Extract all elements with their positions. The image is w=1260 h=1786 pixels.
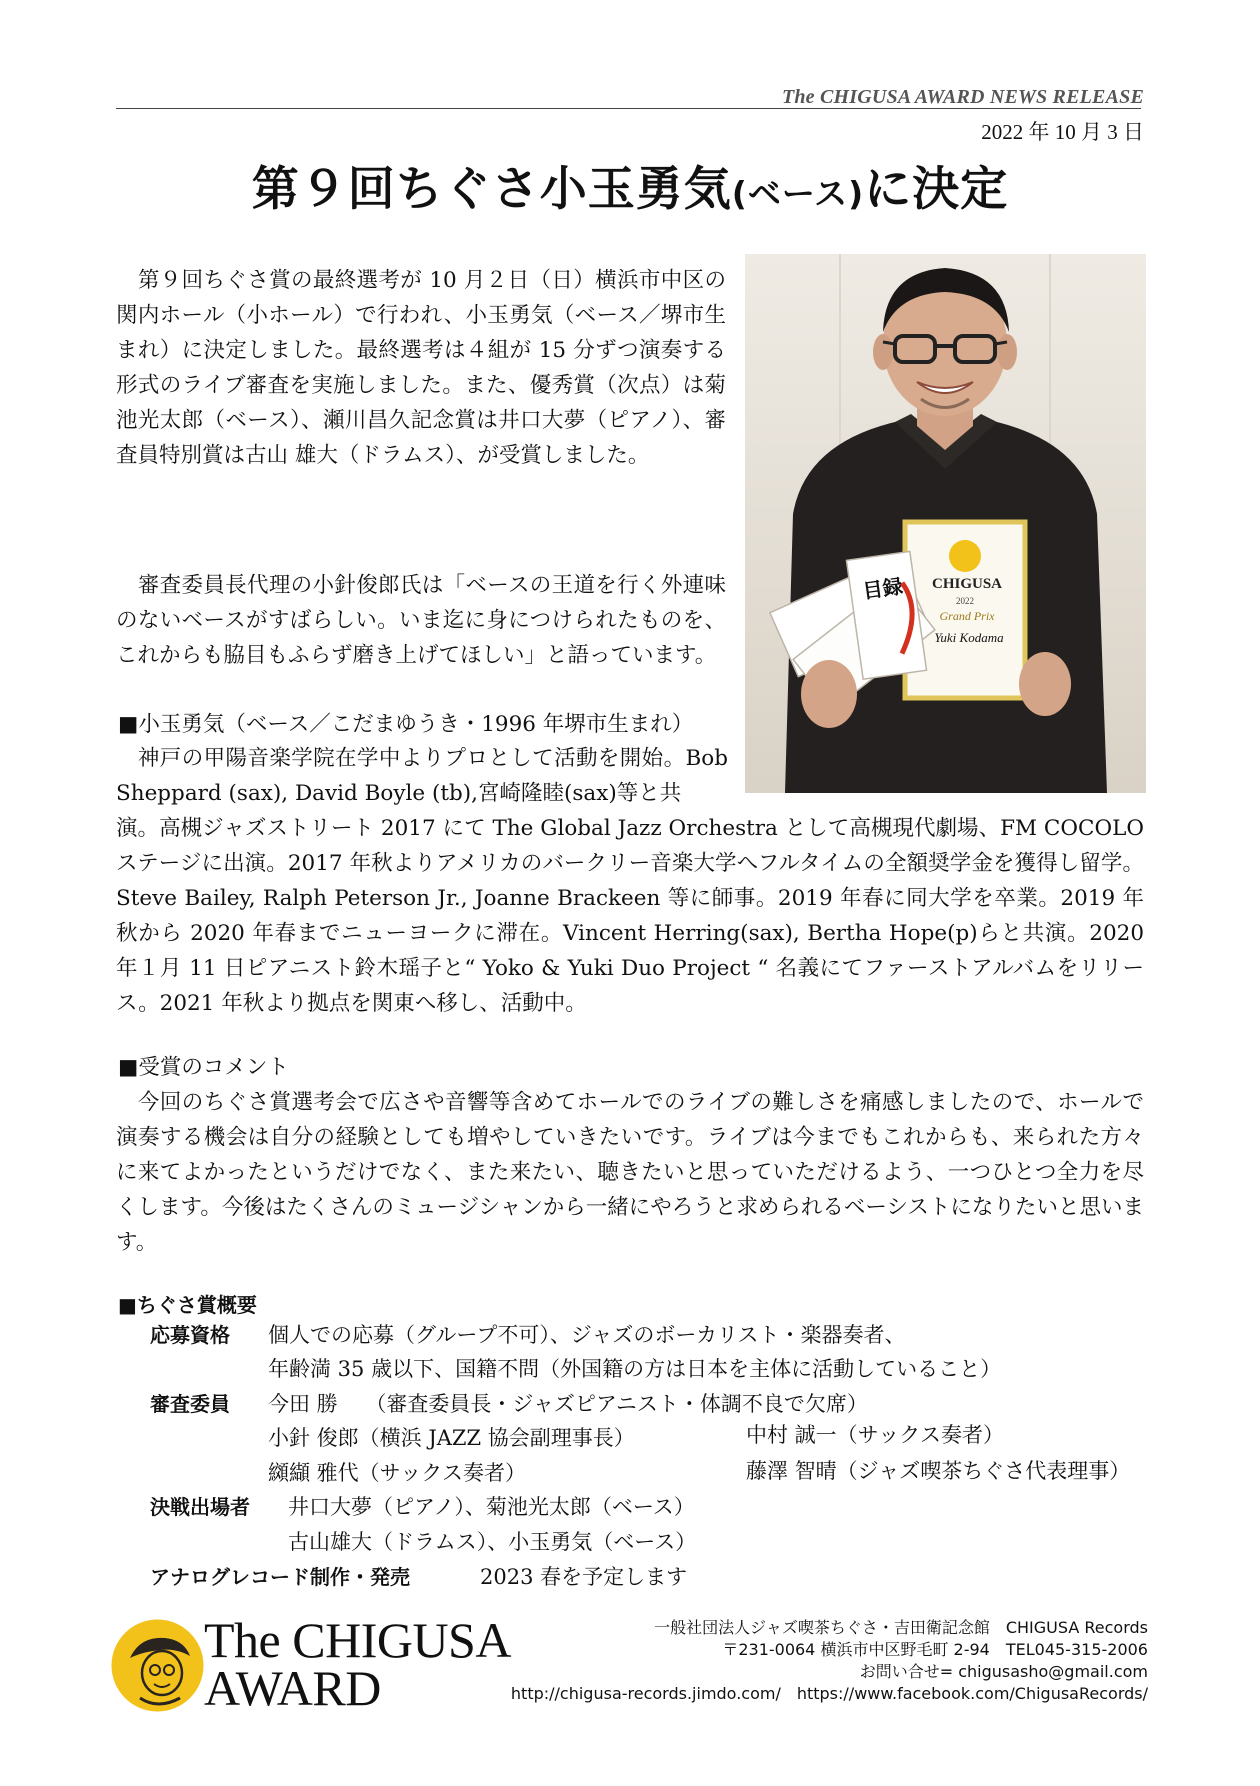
judge-3: 中村 誠一（サックス奏者） <box>746 1423 1005 1447</box>
news-release-label: The CHIGUSA AWARD NEWS RELEASE <box>781 86 1144 108</box>
winner-photo <box>745 254 1146 793</box>
chigusa-logo-icon <box>110 1618 205 1713</box>
certificate-name: Yuki Kodama <box>934 630 1004 645</box>
judge-5: 藤澤 智晴（ジャズ喫茶ちぐさ代表理事） <box>746 1459 1131 1483</box>
judge-4: 纐纈 雅代（サックス奏者） <box>268 1461 527 1485</box>
finalists-line-1: 井口大夢（ピアノ）、菊池光太郎（ベース） <box>288 1495 695 1519</box>
title-tail: に決定 <box>864 162 1009 217</box>
finalists-line-2: 古山雄大（ドラムス）、小玉勇気（ベース） <box>288 1530 697 1554</box>
profile-heading: ■小玉勇気（ベース／こだまゆうき・1996 年堺市生まれ） <box>118 712 694 737</box>
profile-text-wide: 演。高槻ジャズストリート 2017 にて The Global Jazz Orchestra として高槻現代劇場、FM COCOLO ステージに出演。2017 年秋よりアメリカのバークリー音楽大学へフルタイムの全額奨学金を獲得し留学。Steve Bailey, Ralph Peterson Jr., Joanne Brackeen 等に師事。2019 年春に同大学を卒業。2019 年秋から 2020 年春までニューヨークに滞在。Vincent Herring(sax), Bertha Hope(p)らと共演。2020 年１月 11 日ピアニスト鈴木瑶子と“ Yoko & Yuki Duo Project “ 名義にてファーストアルバムをリリース。2021 年秋より拠点を関東へ移し、活動中。 <box>116 816 1144 1016</box>
envelope-label: 目録 <box>861 573 905 604</box>
logo-line-2: AWARD <box>204 1660 381 1716</box>
release-date: 2022 年 10 月 3 日 <box>981 120 1144 144</box>
certificate-title: CHIGUSA <box>931 576 1003 592</box>
eligibility-line-2: 年齢満 35 歳以下、国籍不問（外国籍の方は日本を主体に活動していること） <box>268 1357 1002 1381</box>
title-main: 第９回ちぐさ小玉勇気 <box>251 162 732 217</box>
record-label: アナログレコード制作・発売 <box>150 1565 410 1589</box>
summary-heading: ■ちぐさ賞概要 <box>118 1293 257 1317</box>
logo-line-1: The CHIGUSA <box>204 1612 511 1668</box>
award-comment-heading: ■受賞のコメント <box>118 1055 289 1080</box>
judges-label: 審査委員 <box>150 1392 230 1416</box>
eligibility-line-1: 個人での応募（グループ不可）、ジャズのボーカリスト・楽器奏者、 <box>268 1323 906 1347</box>
winner-photo-illustration <box>745 254 1146 793</box>
title-instrument: (ベース) <box>731 174 865 213</box>
certificate-prize: Grand Prix <box>939 609 995 623</box>
footer-links: http://chigusa-records.jimdo.com/ https://www.facebook.com/ChigusaRecords/ <box>510 1684 1148 1703</box>
judge-2: 小針 俊郎（横浜 JAZZ 協会副理事長） <box>268 1426 635 1450</box>
record-value: 2023 春を予定します <box>480 1565 688 1589</box>
page-title <box>0 152 1260 219</box>
award-comment-text: 今回のちぐさ賞選考会で広さや音響等含めてホールでのライブの難しさを痛感しましたので、ホールで演奏する機会は自分の経験としても増やしていきたいです。ライブは今までもこれからも、来られた方々に来てよかったというだけでなく、また来たい、聴きたいと思っていただけるよう、一つひとつ全力を尽くします。今後はたくさんのミュージシャンから一緒にやろうと求められるベーシストになりたいと思います。 <box>116 1090 1144 1255</box>
header-rule <box>116 108 1141 109</box>
finalists-label: 決戦出場者 <box>150 1495 250 1519</box>
profile-text-narrow: 神戸の甲陽音楽学院在学中よりプロとして活動を開始。Bob Sheppard (sax), David Boyle (tb),宮崎隆睦(sax)等と共 <box>116 746 728 806</box>
footer-address: 〒231-0064 横浜市中区野毛町 2-94 TEL045-315-2006 <box>722 1640 1148 1659</box>
footer-contact: お問い合せ= chigusasho@gmail.com <box>859 1662 1148 1681</box>
judge-1: 今田 勝 （審査委員長・ジャズピアニスト・体調不良で欠席） <box>268 1392 868 1416</box>
intro-paragraph: 第９回ちぐさ賞の最終選考が 10 月２日（日）横浜市中区の関内ホール（小ホール）で行われ、小玉勇気（ベース／堺市生まれ）に決定しました。最終選考は４組が 15 分ずつ演奏する形式のライブ審査を実施しました。また、優秀賞（次点）は菊池光太郎（ベース）、瀬川昌久記念賞は井口大夢（ピアノ）、審査員特別賞は古山 雄大（ドラムス）、が受賞しました。 <box>116 268 726 468</box>
eligibility-label: 応募資格 <box>150 1323 230 1347</box>
footer-org: 一般社団法人ジャズ喫茶ちぐさ・吉田衛記念館 CHIGUSA Records <box>654 1618 1148 1637</box>
chigusa-logo-text <box>204 1612 511 1716</box>
judge-comment-paragraph: 審査委員長代理の小針俊郎氏は「ベースの王道を行く外連味のないベースがすばらしい。いま迄に身につけられたものを、これからも脇目もふらず磨き上げてほしい」と語っています。 <box>116 573 726 668</box>
certificate-year: 2022 <box>956 596 974 606</box>
